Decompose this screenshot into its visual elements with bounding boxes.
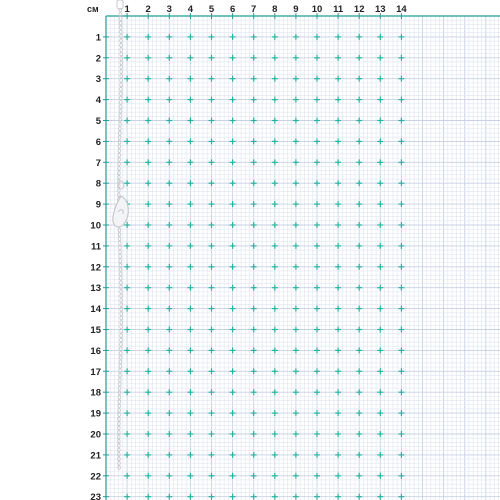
y-axis-label: 10 [90, 220, 101, 232]
y-axis-label: 11 [90, 241, 101, 253]
y-axis-label: 14 [90, 304, 101, 316]
y-axis-label: 16 [90, 345, 101, 357]
unit-label: см [87, 4, 99, 14]
y-axis-label: 20 [90, 429, 101, 441]
y-axis-label: 8 [95, 178, 101, 190]
y-axis-label: 23 [90, 492, 101, 500]
y-axis-label: 12 [90, 262, 101, 274]
y-axis-label: 4 [95, 95, 101, 107]
x-axis-label: 12 [353, 4, 365, 15]
y-axis-label: 22 [90, 471, 101, 483]
x-axis-label: 6 [229, 4, 236, 15]
y-axis-label: 19 [90, 408, 101, 420]
x-axis-label: 5 [208, 4, 215, 15]
y-axis-label: 6 [95, 136, 101, 148]
y-axis-label: 2 [95, 53, 101, 65]
y-axis-label: 7 [95, 157, 101, 169]
y-axis-label: 21 [90, 450, 101, 462]
y-axis-label: 17 [90, 366, 101, 378]
x-axis-label: 10 [311, 4, 323, 15]
x-axis-label: 7 [251, 4, 257, 15]
x-axis-label: 14 [396, 4, 407, 15]
y-axis-label: 13 [90, 283, 101, 295]
x-axis-label: 8 [272, 4, 278, 15]
y-axis-label: 15 [90, 325, 101, 336]
x-axis-label: 9 [293, 4, 299, 15]
y-axis-label: 18 [90, 387, 101, 399]
y-axis-label: 1 [95, 32, 101, 44]
y-axis-label: 3 [95, 74, 101, 86]
x-axis-label: 2 [145, 4, 151, 15]
y-axis-label: 9 [95, 199, 101, 211]
x-axis-label: 13 [375, 4, 386, 15]
y-axis-label: 5 [95, 116, 101, 127]
x-axis-label: 1 [124, 4, 130, 15]
x-axis-label: 11 [333, 4, 344, 15]
x-axis-label: 4 [187, 4, 194, 15]
x-axis-label: 3 [166, 4, 172, 15]
